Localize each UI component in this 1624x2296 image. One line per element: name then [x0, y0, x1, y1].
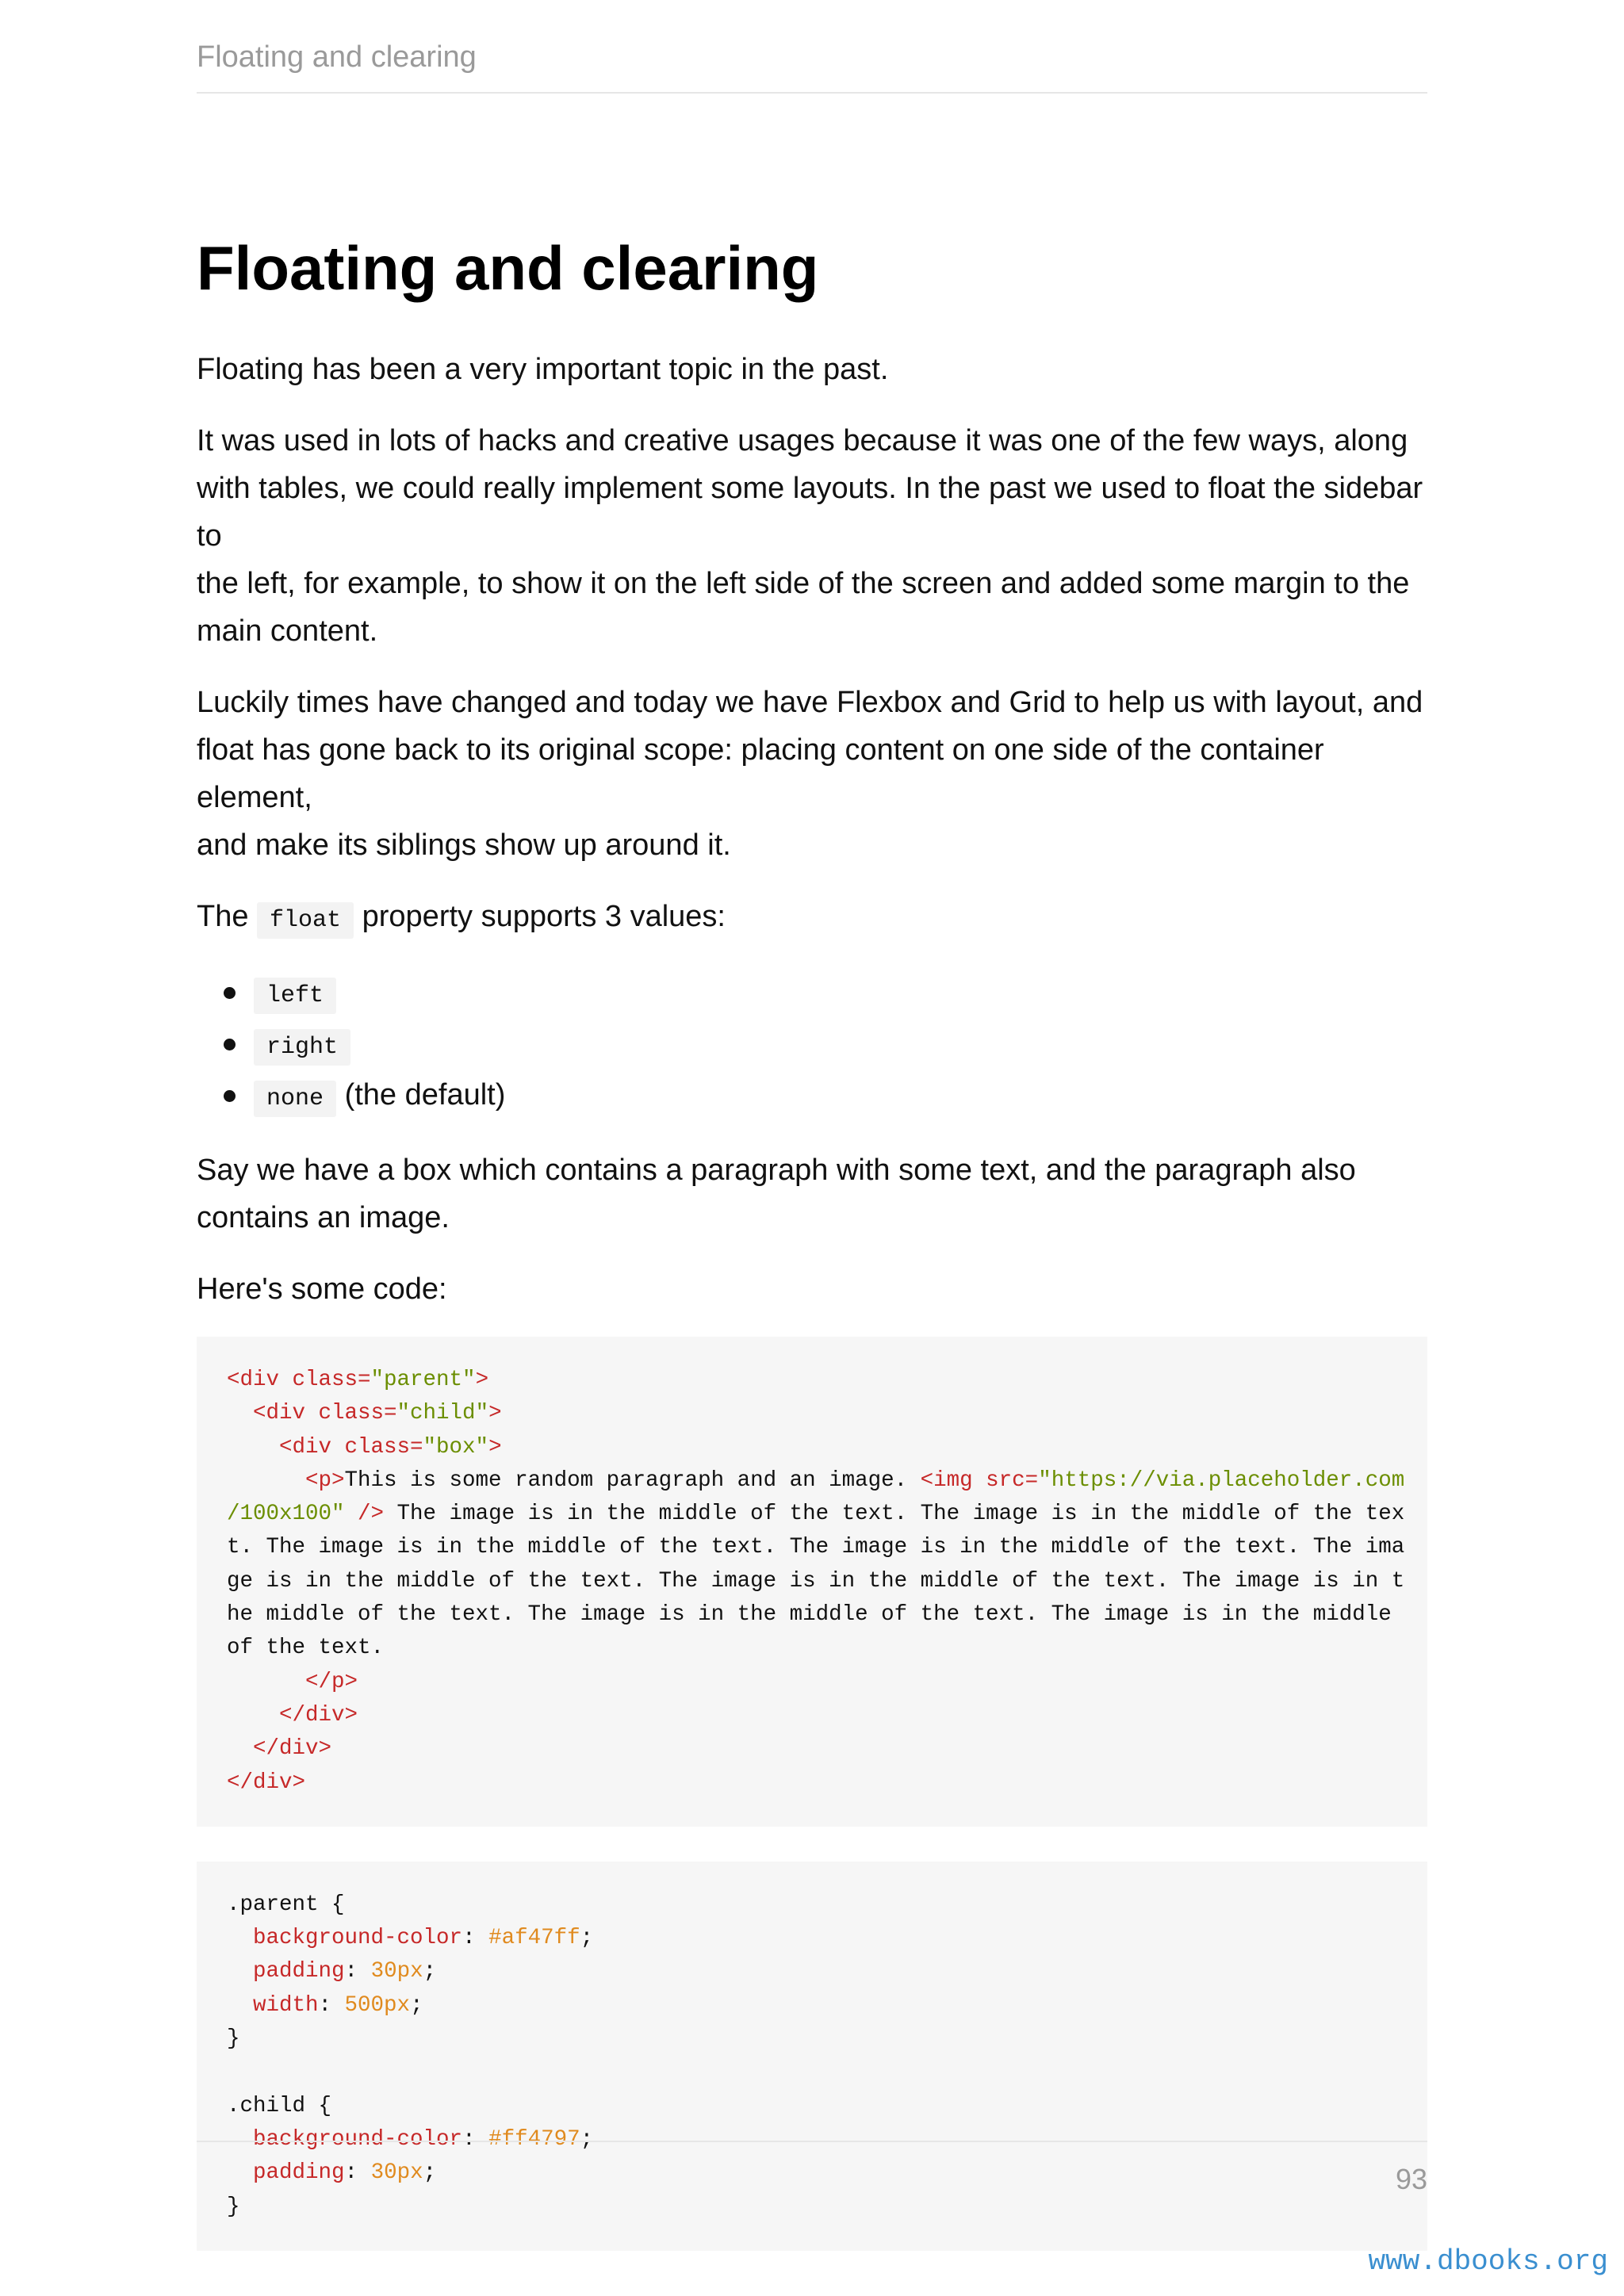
page-content — [197, 230, 1434, 2286]
inline-code-float: float — [257, 902, 354, 939]
bullet-icon — [224, 1090, 236, 1102]
paragraph-code-intro: Here's some code: — [197, 1272, 447, 1306]
inline-code-left: left — [254, 978, 336, 1014]
page-title: Floating and clearing — [197, 233, 819, 303]
running-title: Floating and clearing — [197, 40, 477, 74]
default-note: (the default) — [344, 1078, 506, 1112]
running-header — [197, 38, 1427, 94]
inline-code-none: none — [254, 1081, 336, 1117]
bullet-icon — [224, 987, 236, 999]
paragraph-box: Say we have a box which contains a paragraph with some text, and the paragraph also contains an image. — [197, 1154, 1356, 1234]
page-number: 93 — [1395, 2163, 1427, 2195]
float-values-list — [197, 968, 1434, 1123]
list-item — [197, 1020, 1434, 1071]
list-item — [197, 1071, 1434, 1123]
footer-divider — [197, 2141, 1427, 2142]
paragraph-intro: Floating has been a very important topic in the past. — [197, 353, 889, 386]
list-item — [197, 968, 1434, 1020]
html-code-block[interactable]: <div class="parent"> <div class="child"> <div class="box"> <p>This is some random paragraph and an image. <img src="https://via.placeholder.com /100x100" /> The image is in the middle of the text. The image is in the middle of the tex t. The image is in the middle of the text. The image is in the middle of the text. The ima ge is in the middle of the text. The image is in the middle of the text. The image is in t he middle of the text. The image is in the middle of the text. The image is in the middle of the text. </p> </div> </div> </div> — [197, 1337, 1427, 1827]
paragraph-today: Luckily times have changed and today we have Flexbox and Grid to help us with layout, and float has gone back to its original scope: placing content on one side of the container element, and make its siblings show up around it. — [197, 686, 1423, 862]
watermark-link[interactable]: www.dbooks.org — [1368, 2245, 1608, 2278]
css-code-block[interactable]: .parent { background-color: #af47ff; padding: 30px; width: 500px; } .child { background-color: #ff4797; padding: 30px; } — [197, 1862, 1427, 2251]
paragraph-float-values: The float property supports 3 values: — [197, 893, 1434, 944]
paragraph-history: It was used in lots of hacks and creative usages because it was one of the few ways, along with tables, we could really implement some layouts. In the past we used to float the sidebar to the left, for example, to show it on the left side of the screen and added some margin to the main content. — [197, 424, 1423, 648]
inline-code-right: right — [254, 1029, 350, 1066]
bullet-icon — [224, 1039, 236, 1050]
